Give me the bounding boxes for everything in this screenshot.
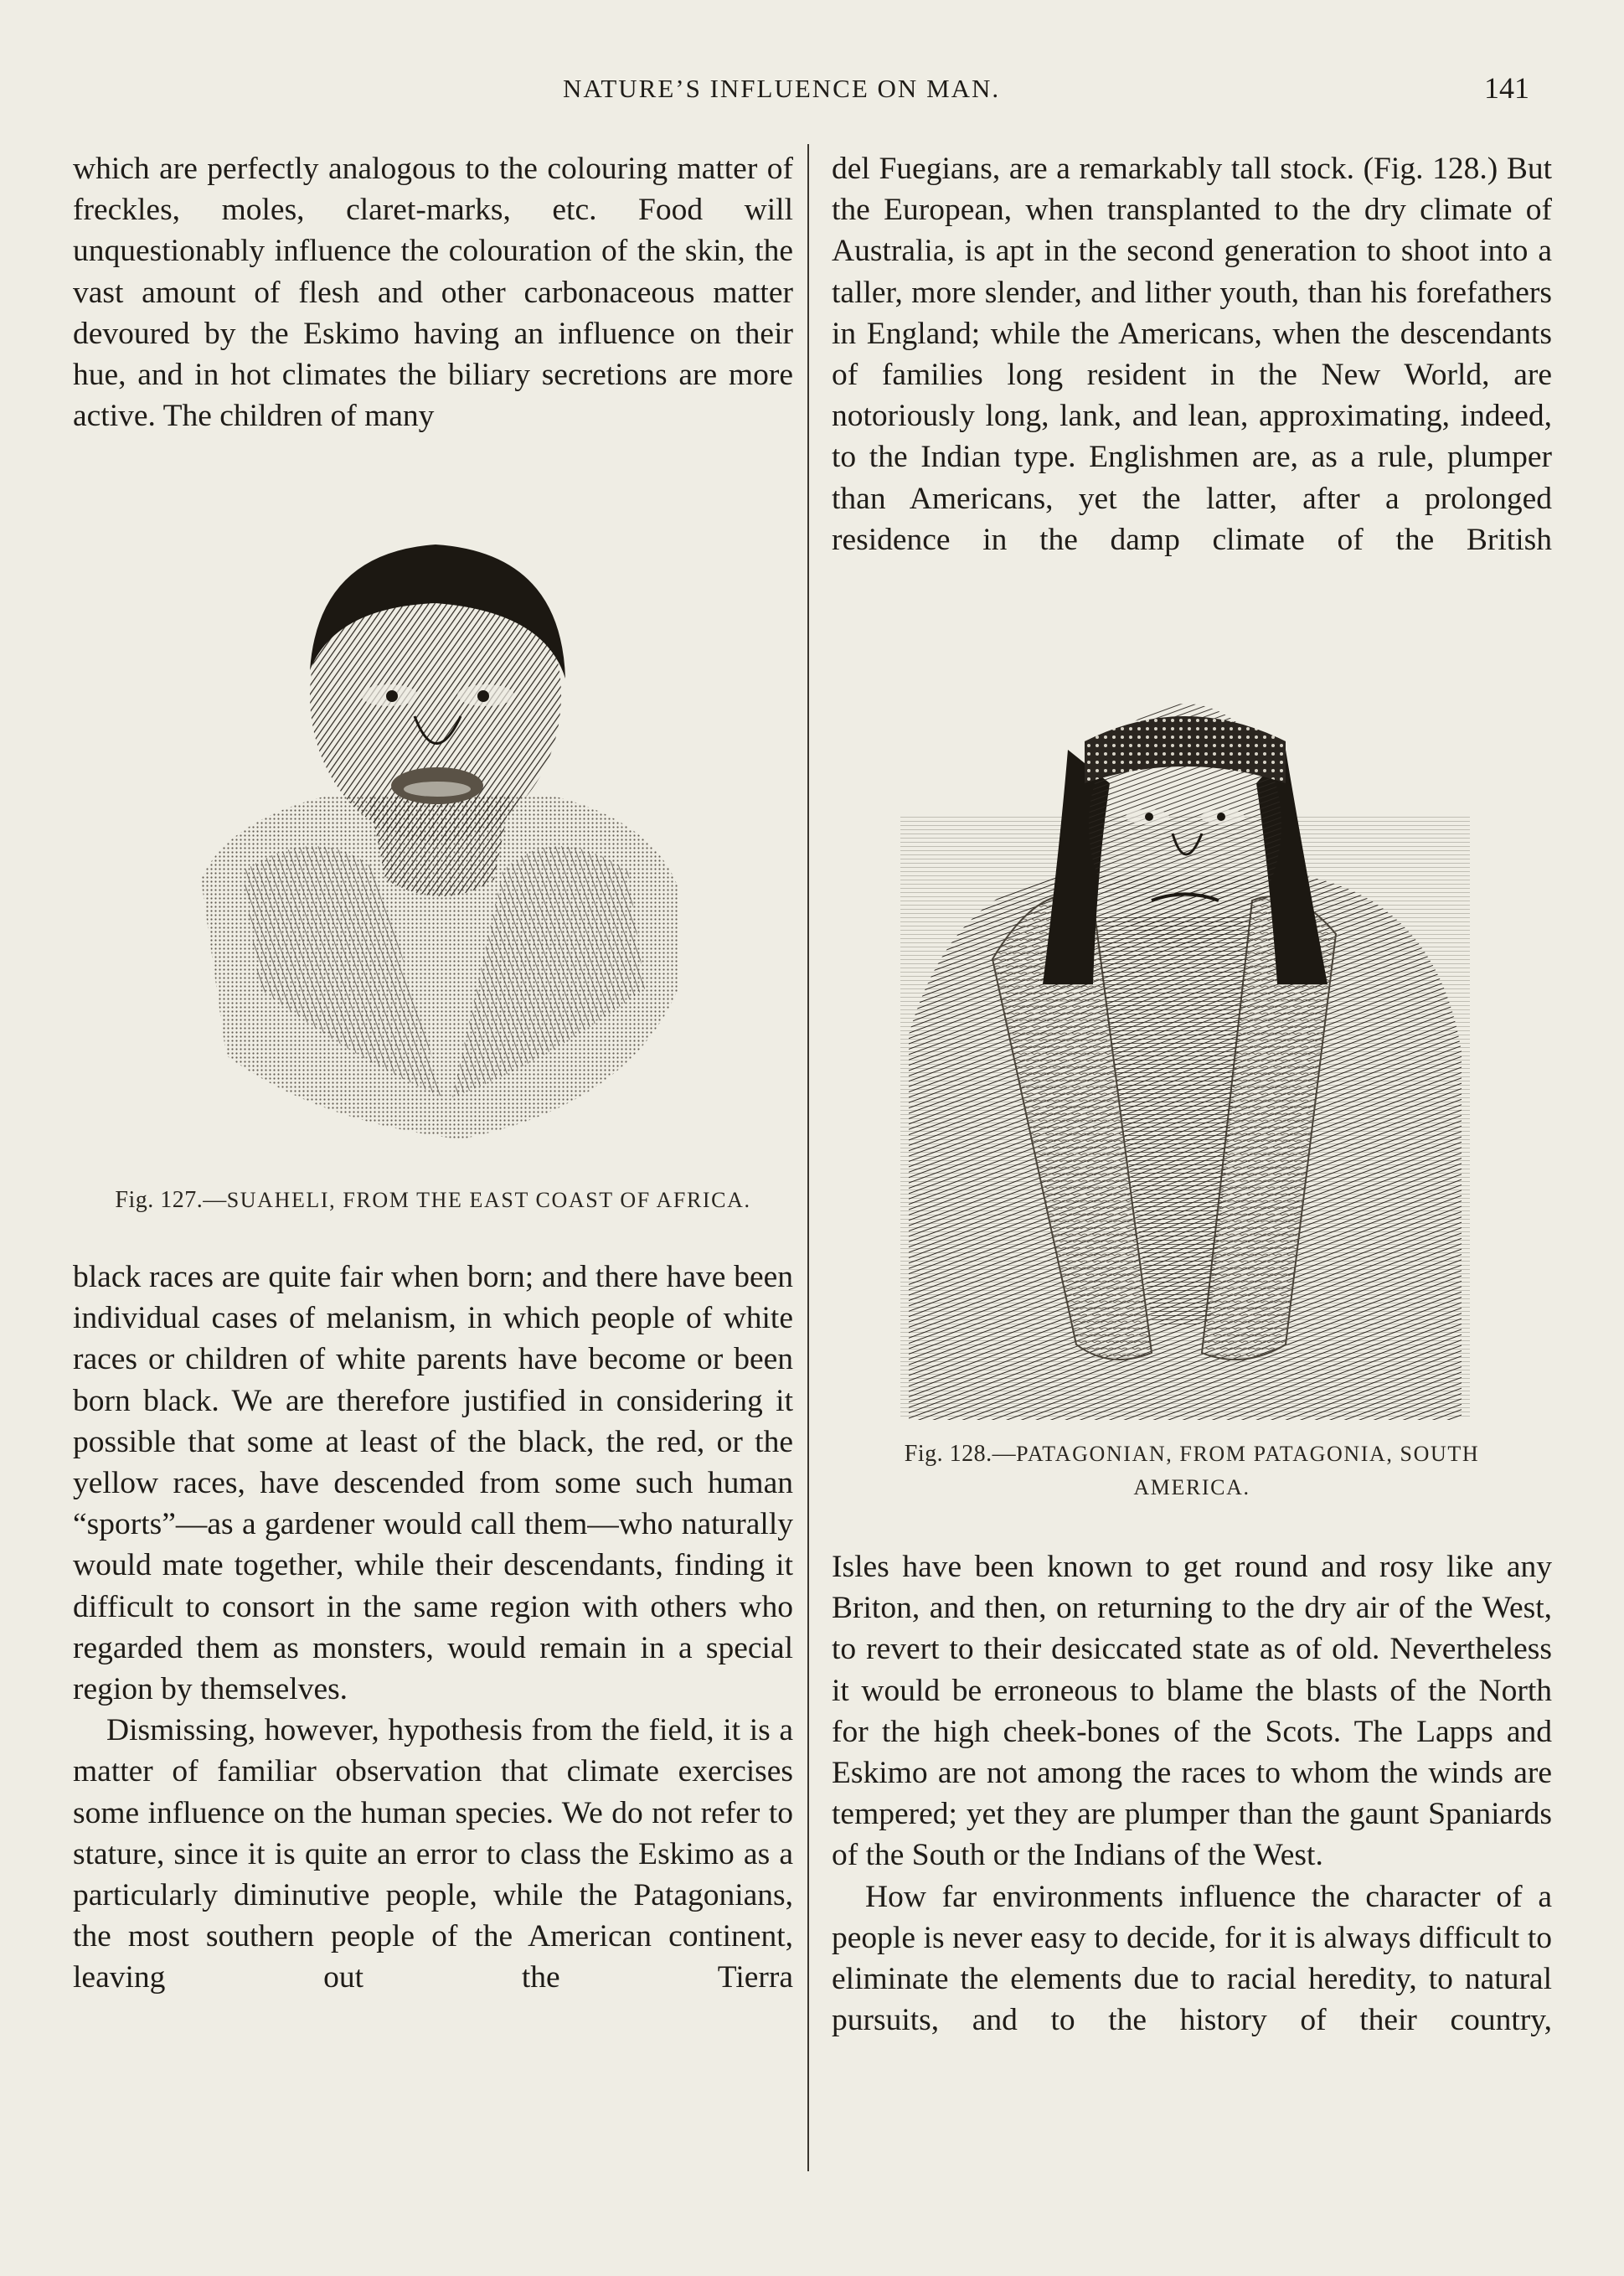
column-divider	[807, 144, 809, 2171]
right-paragraph-1: del Fuegians, are a remarkably tall stock. (Fig. 128.) But the European, when transplanted to the dry climate of Australia, is apt in the second generation to shoot into a taller, more slender, and lither youth, than his forefathers in England; while the Americans, when the descendants of families long resident in the New World, are notoriously long, lank, and lean, approximating, indeed, to the Indian type. Englishmen are, as a rule, plumper than Americans, yet the latter, after a prolonged residence in the damp climate of the British	[832, 152, 1552, 557]
figure-127-caption-text: SUAHELI, FROM THE EAST COAST OF AFRICA.	[226, 1188, 751, 1212]
running-header	[0, 71, 1624, 107]
right-paragraph-2: Isles have been known to get round and rosy like any Briton, and then, on returning to the dry air of the West, to revert to their desiccated state as of old. Nevertheless it would be erroneous to blame the blasts of the North for the high cheek-bones of the Scots. The Lapps and Eskimo are not among the races to whom the winds are tempered; yet they are plumper than the gaunt Spaniards of the South or the Indians of the West.	[832, 1550, 1552, 1873]
figure-127-caption-number: Fig. 127.—	[115, 1187, 227, 1213]
right-paragraph-3: How far environments influence the character of a people is never easy to decide, for it is always difficult to eliminate the elements due to racial heredity, to natural pursuits, and to the history of their country,	[832, 1879, 1552, 2038]
left-paragraph-1: which are perfectly analogous to the colouring matter of freckles, moles, claret-marks, etc. Food will unquestionably influence the colouration of the skin, the vast amount of flesh and other carbonaceous matter devoured by the Eskimo having an influence on their hue, and in hot climates the biliary secretions are more active. The children of many	[73, 152, 793, 434]
figure-128-caption	[832, 1437, 1552, 1504]
right-column-top	[832, 148, 1552, 560]
suaheli-portrait-illustration	[193, 519, 687, 1148]
figure-128-caption-line-1	[832, 1437, 1552, 1471]
left-column-top	[73, 148, 793, 436]
left-paragraph-2: black races are quite fair when born; and there have been individual cases of melanism, in which people of white races or children of white parents have become or been born black. We are therefore justified in considering it possible that some at least of the black, the red, or the yellow races, have descended from some such human “sports”—as a gardener would call them—who naturally would mate together, while their descendants, finding it difficult to consort in the same region with others who regarded them as monsters, would remain in a special region by themselves.	[73, 1260, 793, 1707]
figure-128-caption-line-2: AMERICA.	[1133, 1475, 1250, 1499]
figure-127-caption	[73, 1184, 793, 1217]
left-column-bottom	[73, 1257, 793, 1999]
running-title: NATURE’S INFLUENCE ON MAN.	[563, 74, 1001, 103]
left-paragraph-3: Dismissing, however, hypothesis from the field, it is a matter of familiar observation that climate exercises some influence on the human species. We do not refer to stature, since it is quite an error to class the Eskimo as a particularly diminutive people, while the Patagonians, the most southern people of the American continent, leaving out the Tierra	[73, 1713, 793, 1995]
figure-128-caption-text-line-1: PATAGONIAN, FROM PATAGONIA, SOUTH	[1016, 1442, 1480, 1466]
patagonian-portrait-illustration	[900, 683, 1470, 1420]
figure-127-engraving	[193, 519, 687, 1148]
figure-128-engraving	[900, 683, 1470, 1420]
figure-128-caption-number: Fig. 128.—	[904, 1441, 1017, 1467]
page-number: 141	[1484, 71, 1529, 105]
right-column-bottom	[832, 1546, 1552, 2041]
